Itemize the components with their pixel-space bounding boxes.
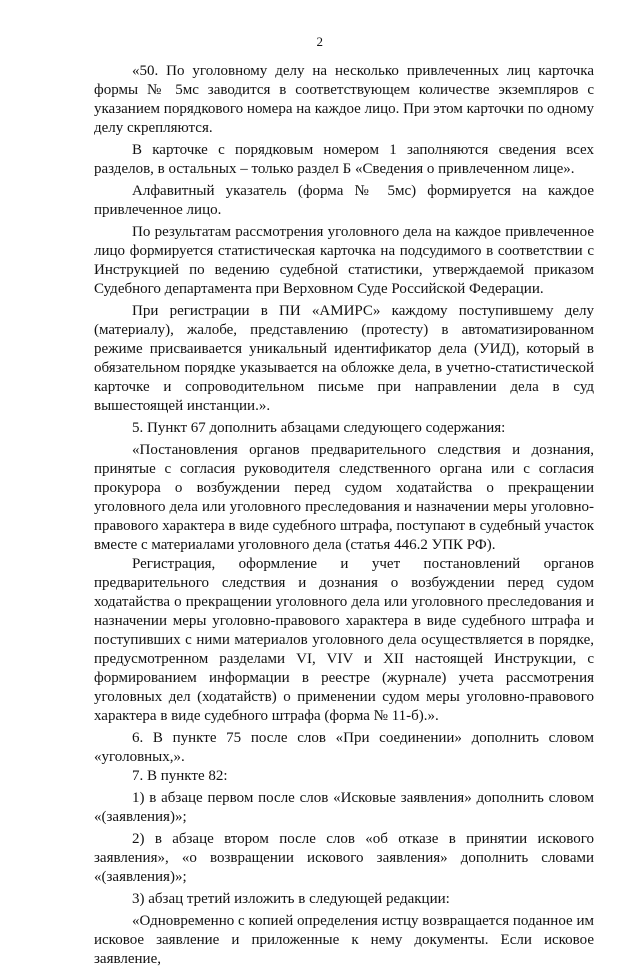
- paragraph-card-number-one: В карточке с порядковым номером 1 заполняются сведения всех разделов, в остальных – только раздел Б «Сведения о привлеченном лице».: [94, 142, 594, 177]
- paragraph-statistical-card: По результатам рассмотрения уголовного дела на каждое привлеченное лицо формируется статистическая карточка на подсудимого в соответствии с Инструкцией по ведению судебной статистики, утверждаемой приказом Судебного департамента при Верховном Суде Российской Федерации.: [94, 224, 594, 297]
- paragraph-subitem-1: 1) в абзаце первом после слов «Исковые заявления» дополнить словом «(заявления)»;: [94, 790, 594, 825]
- document-body: [94, 62, 594, 969]
- paragraph-new-text: «Одновременно с копией определения истцу возвращается поданное им исковое заявление и приложенные к нему документы. Если исковое заявление,: [94, 913, 594, 967]
- paragraph-subitem-3: 3) абзац третий изложить в следующей редакции:: [132, 891, 450, 907]
- paragraph-item-5: 5. Пункт 67 дополнить абзацами следующего содержания:: [132, 420, 506, 436]
- paragraph-item-6: 6. В пункте 75 после слов «При соединении» дополнить словом «уголовных,».: [94, 730, 594, 765]
- paragraph-item-7: 7. В пункте 82:: [132, 768, 228, 784]
- paragraph-50: «50. По уголовному делу на несколько привлеченных лиц карточка формы № 5мс заводится в соответствующем количестве экземпляров с указанием порядкового номера на каждое лицо. При этом карточки по одному делу скрепляются.: [94, 63, 594, 136]
- page-number: 2: [316, 34, 324, 49]
- paragraph-subitem-2: 2) в абзаце втором после слов «об отказе в принятии искового заявления», «о возвращении искового заявления» дополнить словами «(заявления)»;: [94, 831, 594, 885]
- paragraph-resolutions: «Постановления органов предварительного следствия и дознания, принятые с согласия руководителя следственного органа или с согласия прокурора о возбуждении перед судом ходатайства о прекращении уголовного дела или уголовного преследования и назначении меры уголовно-правового характера в виде судебного штрафа, поступают в судебный участок вместе с материалами уголовного дела (статья 446.2 УПК РФ).: [94, 442, 594, 553]
- paragraph-amirs-registration: При регистрации в ПИ «АМИРС» каждому поступившему делу (материалу), жалобе, представлению (протесту) в автоматизированном режиме присваивается уникальный идентификатор дела (УИД), который в обязательном порядке указывается на обложке дела, в учетно-статистической карточке и сопроводительном письме при направлении дела в суд вышестоящей инстанции.».: [94, 303, 594, 414]
- paragraph-registration: Регистрация, оформление и учет постановлений органов предварительного следствия и дознания о возбуждении перед судом ходатайства о прекращении уголовного дела или уголовного преследования и назначении меры уголовно-правового характера в виде судебного штрафа и поступивших с ними материалов уголовного дела осуществляется в порядке, предусмотренном разделами VI, VIV и XII настоящей Инструкции, с формированием информации в реестре (журнале) учета рассмотрения уголовных дел (ходатайств) о применении судом меры уголовно-правового характера в виде судебного штрафа (форма № 11-б).».: [94, 556, 594, 724]
- paragraph-alphabetic-index: Алфавитный указатель (форма № 5мс) формируется на каждое привлеченное лицо.: [94, 183, 594, 218]
